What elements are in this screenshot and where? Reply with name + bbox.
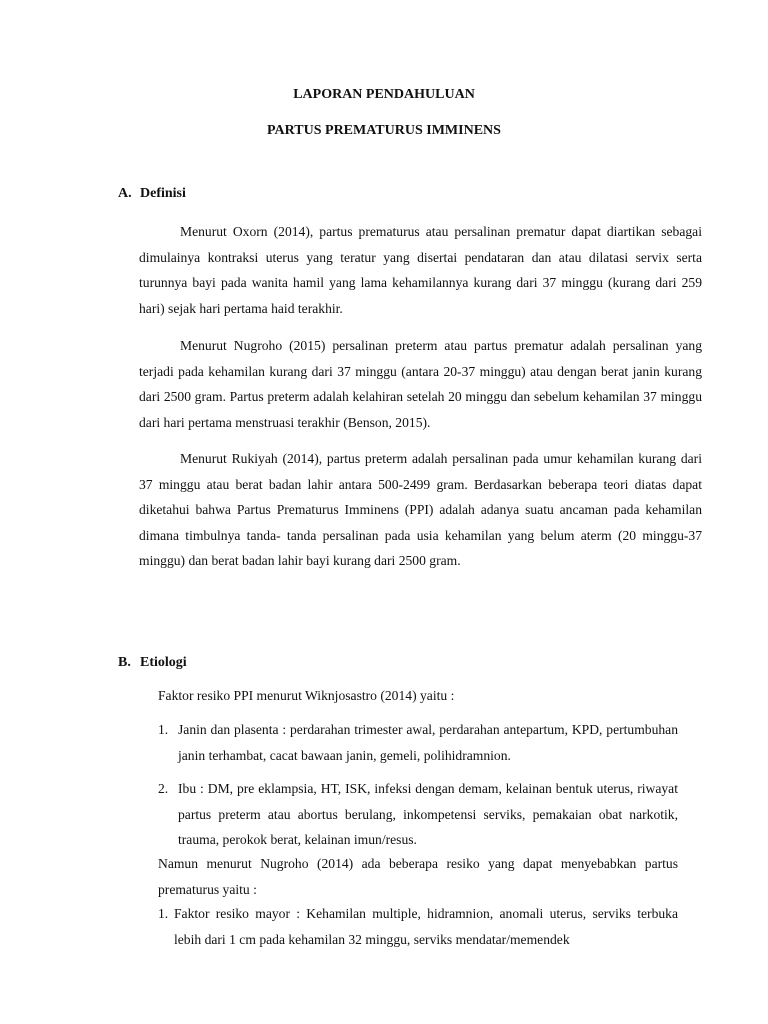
paragraph-rukiyah: Menurut Rukiyah (2014), partus preterm adalah persalinan pada umur kehamilan kurang dari 37 minggu atau berat badan lahir antara 500-2499 gram. Berdasarkan beberapa teori diatas dapat diketahui bahwa Partus Prematurus Imminens (PPI) adalah adanya suatu ancaman pada kehamilan dimana timbulnya tanda- tanda persalinan pada usia kehamilan yang belum aterm (20 minggu-37 minggu) dan berat badan lahir bayi kurang dari 2500 gram.: [139, 451, 702, 569]
list-number: 2.: [158, 781, 169, 796]
section-title: Definisi: [140, 186, 186, 201]
section-heading-definisi: [118, 185, 186, 203]
paragraph-oxorn: Menurut Oxorn (2014), partus prematurus atau persalinan prematur dapat diartikan sebagai dimulainya kontraksi uterus yang teratur yang disertai pendataran dan atau dilatasi servix serta turunnya bayi pada wanita hamil yang lama kehamilannya kurang dari 37 minggu (kurang dari 259 hari) sejak hari pertama haid terakhir.: [139, 224, 702, 316]
document-title: LAPORAN PENDAHULUAN: [293, 87, 475, 102]
list-number: 1.: [158, 722, 169, 737]
list-number: 1.: [158, 906, 169, 921]
section-letter: B.: [118, 655, 131, 670]
list-item: [158, 717, 678, 768]
list-item: [158, 901, 678, 952]
list-text: Janin dan plasenta : perdarahan trimester awal, perdarahan antepartum, KPD, pertumbuhan janin terhambat, cacat bawaan janin, gemeli, polihidramnion.: [178, 722, 678, 763]
list-item: [158, 776, 678, 853]
document-subtitle: PARTUS PREMATURUS IMMINENS: [267, 123, 501, 138]
nugroho-risk-intro: Namun menurut Nugroho (2014) ada beberapa resiko yang dapat menyebabkan partus prematurus yaitu :: [158, 856, 678, 897]
list-text: Faktor resiko mayor : Kehamilan multiple, hidramnion, anomali uterus, serviks terbuka lebih dari 1 cm pada kehamilan 32 minggu, serviks mendatar/memendek: [174, 906, 678, 947]
section-title: Etiologi: [140, 655, 187, 670]
list-text: Ibu : DM, pre eklampsia, HT, ISK, infeksi dengan demam, kelainan bentuk uterus, riwayat partus preterm atau abortus berulang, inkompetensi serviks, pemakaian obat narkotik, trauma, perokok berat, kelainan imun/resus.: [178, 781, 678, 848]
etiologi-intro: Faktor resiko PPI menurut Wiknjosastro (2014) yaitu :: [158, 688, 455, 703]
paragraph-nugroho: Menurut Nugroho (2015) persalinan preterm atau partus prematur adalah persalinan yang terjadi pada kehamilan kurang dari 37 minggu (antara 20-37 minggu) atau dengan berat janin kurang dari 2500 gram. Partus preterm adalah kelahiran setelah 20 minggu dan sebelum kehamilan 37 minggu dari hari pertama menstruasi terakhir (Benson, 2015).: [139, 338, 702, 430]
section-letter: A.: [118, 186, 132, 201]
section-heading-etiologi: [118, 654, 187, 672]
